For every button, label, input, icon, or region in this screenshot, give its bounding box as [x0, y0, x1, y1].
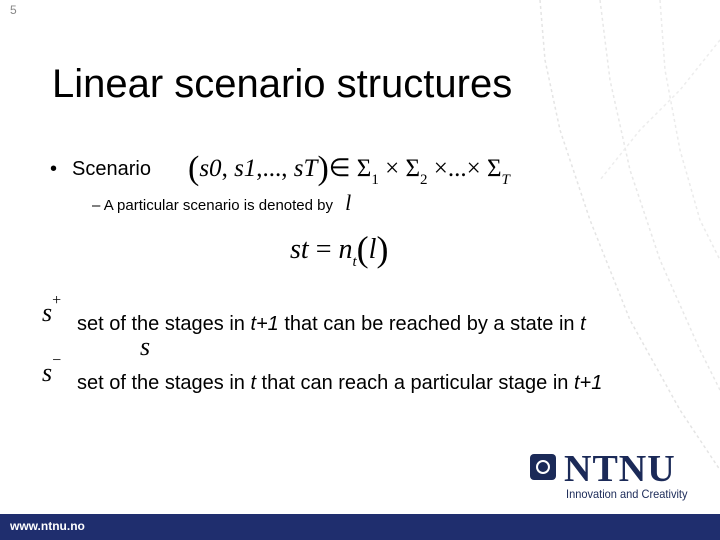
tuple-dots: ...	[262, 155, 282, 182]
tuple-s0: s0	[199, 155, 222, 182]
logo-tagline: Innovation and Creativity	[566, 487, 688, 501]
sub-bullet	[92, 190, 351, 216]
definition-s-plus: set of the stages in t+1 that can be reached by a state in t	[77, 313, 586, 335]
stage-formula: st = $n_t(l)$	[290, 229, 389, 270]
s-minus-symbol: s−	[42, 352, 62, 387]
scenario-symbol: l	[345, 190, 352, 215]
footer-url[interactable]: www.ntnu.no	[10, 519, 85, 533]
tuple-sT: sT	[293, 155, 318, 182]
state-symbol: s	[140, 332, 151, 361]
logo-mark-icon	[530, 454, 556, 480]
tuple-s1: s1	[234, 155, 257, 182]
ntnu-logo	[528, 448, 688, 511]
slide-title: Linear scenario structures	[52, 62, 513, 106]
formula2-arg: l	[368, 234, 377, 265]
logo-name: NTNU	[564, 448, 676, 490]
s-plus-symbol: s+	[42, 292, 62, 327]
formula2-fn: n	[338, 234, 353, 265]
scenario-bullet	[50, 158, 151, 181]
bullet-marker: •	[50, 158, 58, 180]
formula2-sub: t	[352, 254, 357, 270]
definition-s-minus: set of the stages in t that can reach a particular stage in t+1	[77, 372, 603, 394]
formula2-eq: =	[315, 234, 332, 265]
scenario-formula: (s0, s1,..., sT)∈ $\Sigma_1 \times \Sigma_2$ ×...× $\Sigma_T$	[188, 150, 510, 188]
slide-number: 5	[10, 3, 17, 17]
footer-bar	[0, 514, 720, 540]
bullet-label: Scenario	[72, 158, 151, 180]
sub-bullet-marker: –	[92, 197, 101, 214]
formula2-lhs: st	[290, 234, 309, 265]
sub-bullet-text: A particular scenario is denoted by	[103, 197, 333, 214]
